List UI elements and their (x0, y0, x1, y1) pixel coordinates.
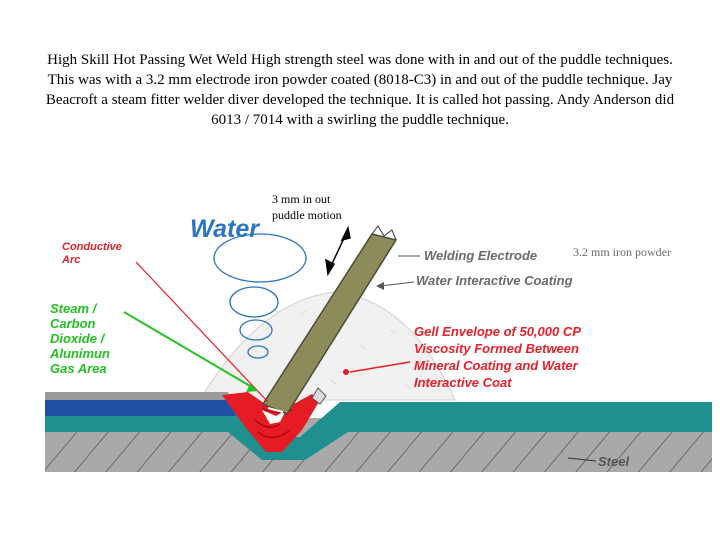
caption-text: High Skill Hot Passing Wet Weld High strength steel was done with in and out of the puddle techniques. This was with a 3.2 mm electrode iron powder coated (8018-C3) in and out of the puddle technique. Jay Beacroft a steam fitter welder diver developed the technique. It is called hot passing. Andy Anderson did 6013 / 7014 with a swirling the puddle technique. (45, 52, 675, 128)
gas-area-label-line2: Carbon (50, 316, 96, 331)
gas-bubble-medium (230, 287, 278, 317)
gel-label-line1: Gell Envelope of 50,000 CP (414, 324, 581, 339)
gas-area-label-line1: Steam / (50, 301, 97, 316)
gel-label-line4: Interactive Coat (414, 375, 512, 390)
gel-label-line2: Viscosity Formed Between (414, 341, 579, 356)
steel-label: Steel (598, 454, 630, 469)
water-coating-label: Water Interactive Coating (416, 273, 573, 288)
motion-label-line1: 3 mm in out (272, 192, 331, 206)
conductive-arc-label-line2: Arc (62, 254, 81, 266)
gas-area-label-line5: Gas Area (50, 361, 107, 376)
gas-area-label-line4: Alunimun (50, 346, 110, 361)
electrode-size-label: 3.2 mm iron powder (573, 245, 671, 259)
gas-area-label-line3: Dioxide / (50, 331, 105, 346)
conductive-arc-label-line1: Conductive (62, 241, 122, 253)
arc-leader (136, 262, 268, 402)
motion-arrow (326, 228, 350, 274)
motion-label-line2: puddle motion (272, 208, 342, 222)
welding-electrode-label: Welding Electrode (424, 248, 538, 263)
coating-leader (376, 282, 414, 290)
gel-label-line3: Mineral Coating and Water (414, 358, 578, 373)
slag-strip (45, 392, 232, 400)
water-label: Water (190, 215, 260, 243)
blue-layer (45, 400, 236, 416)
